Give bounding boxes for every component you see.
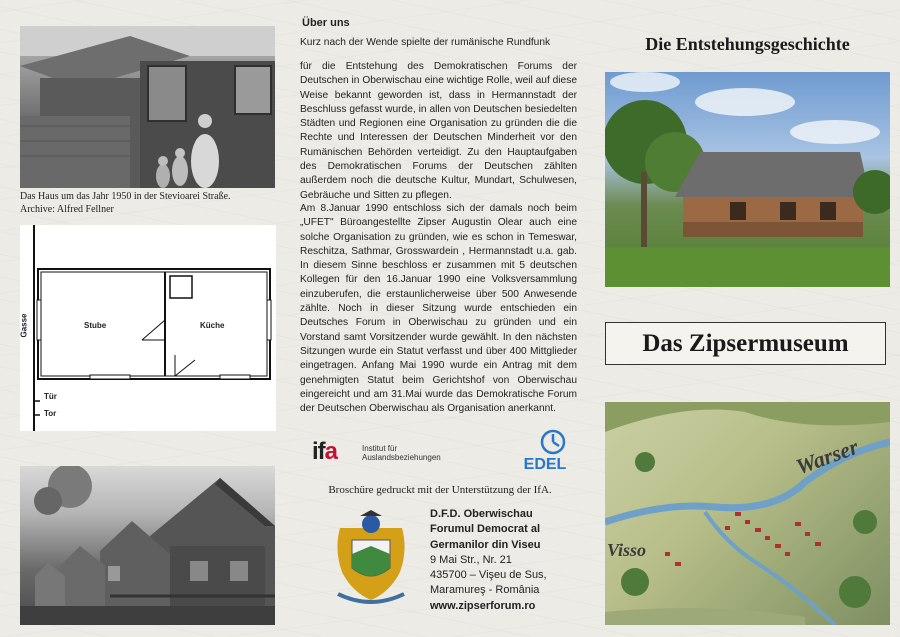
edel-clock-icon: [538, 428, 568, 456]
floor-plan-drawing: [20, 225, 276, 431]
history-paragraph-2: Am 8.Januar 1990 entschloss sich der damals noch beim „UFET" Büroangestellte Zipser Augustin Olear auch eine solche Organisation zu gründen, wie es schon in Temeswar, Reschitza, Sathmar, Grosswardein , Hermannstadt u.a. gab. In diesem Sinne beschloss er zusammen mit 5 deutschen Kollegen für den 16.Januar 1990 eine Volksversammlung einzuberufen, die erstaunlicherweise über 500 Anwesende zählte. Noch in dieser Sitzung wurde entschieden ein Deutsches Forum in Oberwischau zu gründen und ein Vorstand samt Vorsitzender wurde gewählt. In den nächsten Sitzungen wurde ein Statut verfasst und über 400 Mittglieder eingetragen. Anfang Mai 1990 wurde ein Antrag mit dem genehmigten Statut beim Gerichtshof von Oberwischau eingereicht und am 31.Mai wurde das Demokratische Forum der Deutschen Oberwischau als Organisation anerkannt.: [300, 203, 577, 415]
museum-house-illustration: [605, 72, 890, 287]
org-name-ro-1: Forumul Democrat al: [430, 523, 541, 536]
edel-logo: [515, 428, 575, 476]
history-title: Die Entstehungsgeschichte: [645, 34, 850, 54]
historic-house-illustration: [20, 26, 275, 188]
museum-house-photo: [605, 72, 890, 287]
intro-paragraph: Kurz nach der Wende spielte der rumänische Rundfunk: [300, 37, 551, 48]
ifa-mark-accent: a: [324, 438, 338, 465]
street-houses-illustration: [20, 466, 275, 625]
address-region: Maramureş - România: [430, 584, 540, 597]
org-name-de: D.F.D. Oberwischau: [430, 508, 533, 520]
org-name-ro-2: Germanilor din Viseu: [430, 538, 541, 551]
street-houses-photo: [20, 466, 275, 625]
zipser-crest-icon: [330, 510, 412, 606]
street-label: Gasse: [19, 313, 29, 338]
website-link[interactable]: www.zipserforum.ro: [430, 599, 536, 612]
about-us-heading: Über uns: [302, 17, 350, 29]
ifa-subtitle-line-1: Institut für: [362, 444, 398, 453]
gate-label: Tor: [44, 409, 57, 418]
room-label-kueche: Küche: [200, 321, 225, 330]
address-city: 435700 – Vişeu de Sus,: [430, 569, 547, 582]
ifa-mark-text: if: [312, 438, 325, 465]
museum-title-box: Das Zipsermuseum: [605, 322, 886, 365]
ifa-subtitle: [362, 444, 441, 462]
historical-map: [605, 402, 890, 625]
sponsor-note: Broschüre gedruckt mit der Unterstützung der IfA.: [328, 484, 552, 496]
door-label: Tür: [44, 392, 57, 401]
room-label-stube: Stube: [84, 321, 107, 330]
photo-caption: [20, 190, 275, 216]
ifa-mark-icon: [312, 438, 337, 466]
caption-line-2: Archive: Alfred Fellner: [20, 204, 114, 215]
map-label-river: Warser: [792, 433, 862, 480]
organization-contact: [430, 507, 590, 614]
map-label-town: Visso: [607, 540, 647, 560]
address-street: 9 Mai Str., Nr. 21: [430, 553, 512, 566]
edel-label: EDEL: [523, 456, 567, 473]
historic-house-photo: [20, 26, 275, 188]
history-paragraph-1: für die Entstehung des Demokratischen Forums der Deutschen in Oberwischau eine wichtige Rolle, weil auf diese Weise bekannt geworden ist, dass in Hermannstadt der Beschluss gefasst wurde, in allen von Deutschen besiedelten Städten und Regionen eine Organisation zu gründen die die Rechte und Interessen der Deutschen Minderheit vor den Rumänischen Behörden verteidigt. Zu den Hauptaufgaben des Demokratischen Forums der Deutschen zählten außerdem noch die deutsche Kultur, Mundart, Schulwesen, Gebräuche und Sitten zu pflegen.: [300, 61, 577, 201]
ifa-subtitle-line-2: Auslandsbeziehungen: [362, 453, 441, 462]
floor-plan: [20, 225, 276, 431]
caption-line-1: Das Haus um das Jahr 1950 in der Stevioarei Straße.: [20, 191, 231, 202]
ifa-logo: [312, 438, 441, 472]
